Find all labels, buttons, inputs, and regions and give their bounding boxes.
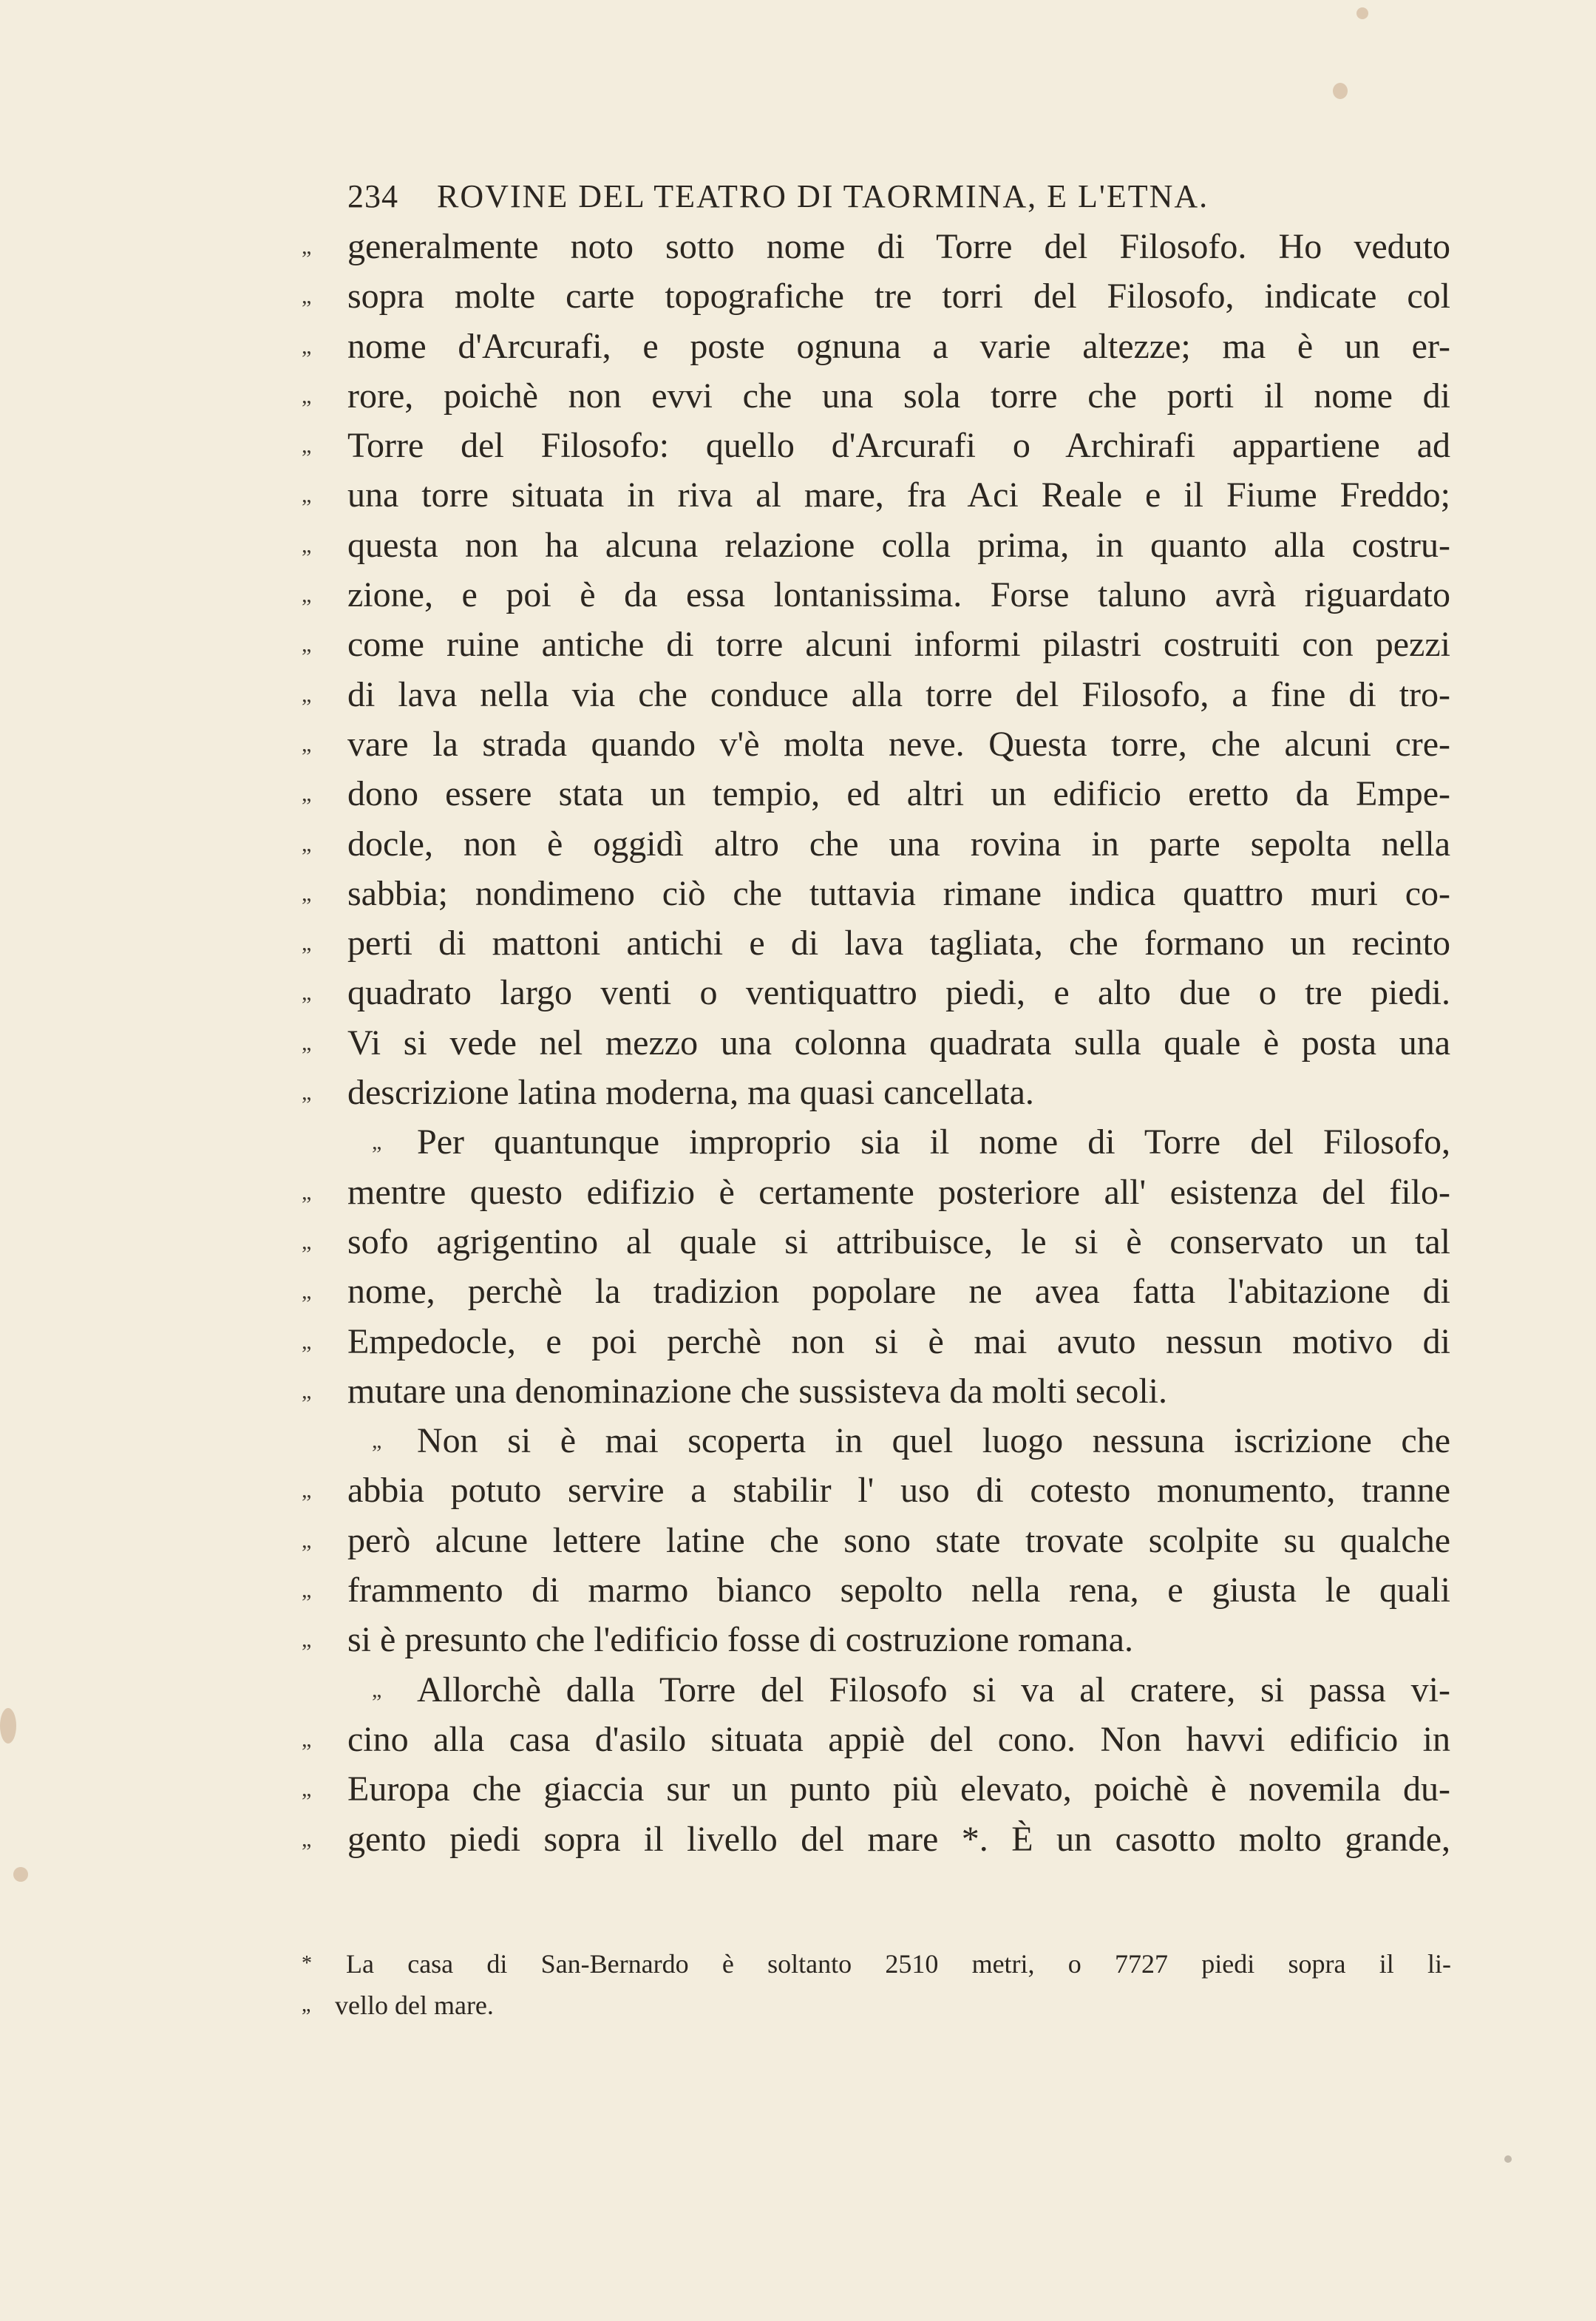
text-line: sopra molte carte topografiche tre torri del Filosofo, indicate col: [347, 277, 1450, 316]
quote-mark: „: [302, 583, 312, 608]
text-line: quadrato largo venti o ventiquattro piedi, e alto due o tre piedi.: [347, 973, 1450, 1013]
footnote-line: vello del mare.: [335, 1990, 494, 2020]
quote-mark: „: [302, 831, 312, 856]
text-line: rore, poichè non evvi che una sola torre che porti il nome di: [347, 376, 1450, 416]
quote-mark: „: [302, 1578, 312, 1603]
paper-stain: [0, 1708, 16, 1744]
footnote-line: La casa di San-Bernardo è soltanto 2510 metri, o 7727 piedi sopra il li-: [346, 1949, 1451, 1979]
quote-mark: „: [302, 1993, 311, 2016]
text-line: una torre situata in riva al mare, fra Aci Reale e il Fiume Freddo;: [347, 475, 1450, 515]
body-text: [302, 222, 1449, 1864]
text-line: perti di mattoni antichi e di lava tagliata, che formano un recinto: [347, 924, 1450, 963]
text-line: frammento di marmo bianco sepolto nella rena, e giusta le quali: [347, 1571, 1450, 1610]
text-line: vare la strada quando v'è molta neve. Questa torre, che alcuni cre-: [347, 724, 1450, 764]
quote-mark: „: [372, 1429, 382, 1454]
quote-mark: „: [302, 1727, 312, 1752]
text-line: abbia potuto servire a stabilir l' uso di cotesto monumento, tranne: [347, 1471, 1450, 1511]
quote-mark: „: [302, 881, 312, 906]
text-line: generalmente noto sotto nome di Torre del Filosofo. Ho veduto: [347, 227, 1450, 266]
paper-stain: [1356, 7, 1368, 19]
text-line: descrizione latina moderna, ma quasi cancellata.: [347, 1073, 1034, 1113]
text-line: Vi si vede nel mezzo una colonna quadrata sulla quale è posta una: [347, 1023, 1450, 1063]
running-title: ROVINE DEL TEATRO DI TAORMINA, E L'ETNA.: [437, 178, 1209, 214]
text-line: Europa che giaccia sur un punto più elevato, poichè è novemila du-: [347, 1769, 1450, 1809]
quote-mark: „: [302, 1378, 312, 1403]
text-line: questa non ha alcuna relazione colla prima, in quanto alla costru-: [347, 525, 1450, 565]
quote-mark: „: [372, 1130, 382, 1155]
quote-mark: „: [302, 731, 312, 756]
quote-mark: „: [302, 931, 312, 956]
quote-mark: „: [302, 234, 312, 259]
quote-mark: „: [302, 1179, 312, 1204]
text-line: Torre del Filosofo: quello d'Arcurafi o Archirafi appartiene ad: [347, 426, 1450, 466]
quote-mark: „: [302, 782, 312, 807]
text-line: nome, perchè la tradizion popolare ne avea fatta l'abitazione di: [347, 1272, 1450, 1312]
text-line: Allorchè dalla Torre del Filosofo si va al cratere, si passa vi-: [417, 1670, 1450, 1710]
quote-mark: „: [302, 1080, 312, 1105]
quote-mark: „: [302, 1030, 312, 1055]
text-line: Per quantunque improprio sia il nome di Torre del Filosofo,: [417, 1122, 1450, 1162]
quote-mark: „: [302, 1528, 312, 1553]
text-line: gento piedi sopra il livello del mare *. È un casotto molto grande,: [347, 1819, 1450, 1859]
footnote: [302, 1943, 1449, 2026]
quote-mark: „: [302, 1279, 312, 1304]
quote-mark: „: [302, 1826, 312, 1851]
quote-mark: „: [302, 1478, 312, 1503]
paper-stain: [1333, 83, 1348, 99]
text-line: come ruine antiche di torre alcuni informi pilastri costruiti con pezzi: [347, 625, 1450, 665]
quote-mark: „: [302, 632, 312, 657]
text-line: cino alla casa d'asilo situata appiè del cono. Non havvi edificio in: [347, 1719, 1450, 1759]
text-line: zione, e poi è da essa lontanissima. Forse taluno avrà riguardato: [347, 575, 1450, 615]
quote-mark: „: [302, 1329, 312, 1354]
quote-mark: „: [302, 1777, 312, 1802]
quote-mark: „: [372, 1677, 382, 1702]
text-line: Non si è mai scoperta in quel luogo nessuna iscrizione che: [417, 1421, 1450, 1461]
text-line: nome d'Arcurafi, e poste ognuna a varie altezze; ma è un er-: [347, 326, 1450, 366]
text-line: mentre questo edifizio è certamente posteriore all' esistenza del filo-: [347, 1172, 1450, 1212]
text-line: si è presunto che l'edificio fosse di costruzione romana.: [347, 1620, 1133, 1660]
quote-mark: „: [302, 532, 312, 558]
text-line: docle, non è oggidì altro che una rovina in parte sepolta nella: [347, 824, 1450, 864]
text-line: mutare una denominazione che sussisteva da molti secoli.: [347, 1371, 1168, 1411]
quote-mark: „: [302, 1627, 312, 1653]
footnote-marker: *: [302, 1952, 312, 1975]
quote-mark: „: [302, 682, 312, 707]
quote-mark: „: [302, 433, 312, 458]
text-line: Empedocle, e poi perchè non si è mai avuto nessun motivo di: [347, 1321, 1450, 1361]
page-number: 234: [347, 178, 398, 214]
quote-mark: „: [302, 980, 312, 1006]
text-line: sofo agrigentino al quale si attribuisce, le si è conservato un tal: [347, 1222, 1450, 1261]
quote-mark: „: [302, 483, 312, 508]
text-line: però alcune lettere latine che sono state trovate scolpite su qualche: [347, 1520, 1450, 1560]
paper-stain: [13, 1867, 28, 1882]
paper-stain: [1504, 2155, 1512, 2163]
text-line: sabbia; nondimeno ciò che tuttavia rimane indica quattro muri co-: [347, 873, 1450, 913]
text-line: di lava nella via che conduce alla torre del Filosofo, a fine di tro-: [347, 674, 1450, 714]
quote-mark: „: [302, 1229, 312, 1254]
text-line: dono essere stata un tempio, ed altri un edificio eretto da Empe-: [347, 774, 1450, 814]
quote-mark: „: [302, 383, 312, 408]
quote-mark: „: [302, 284, 312, 309]
page-header: [347, 177, 1286, 215]
quote-mark: „: [302, 333, 312, 359]
